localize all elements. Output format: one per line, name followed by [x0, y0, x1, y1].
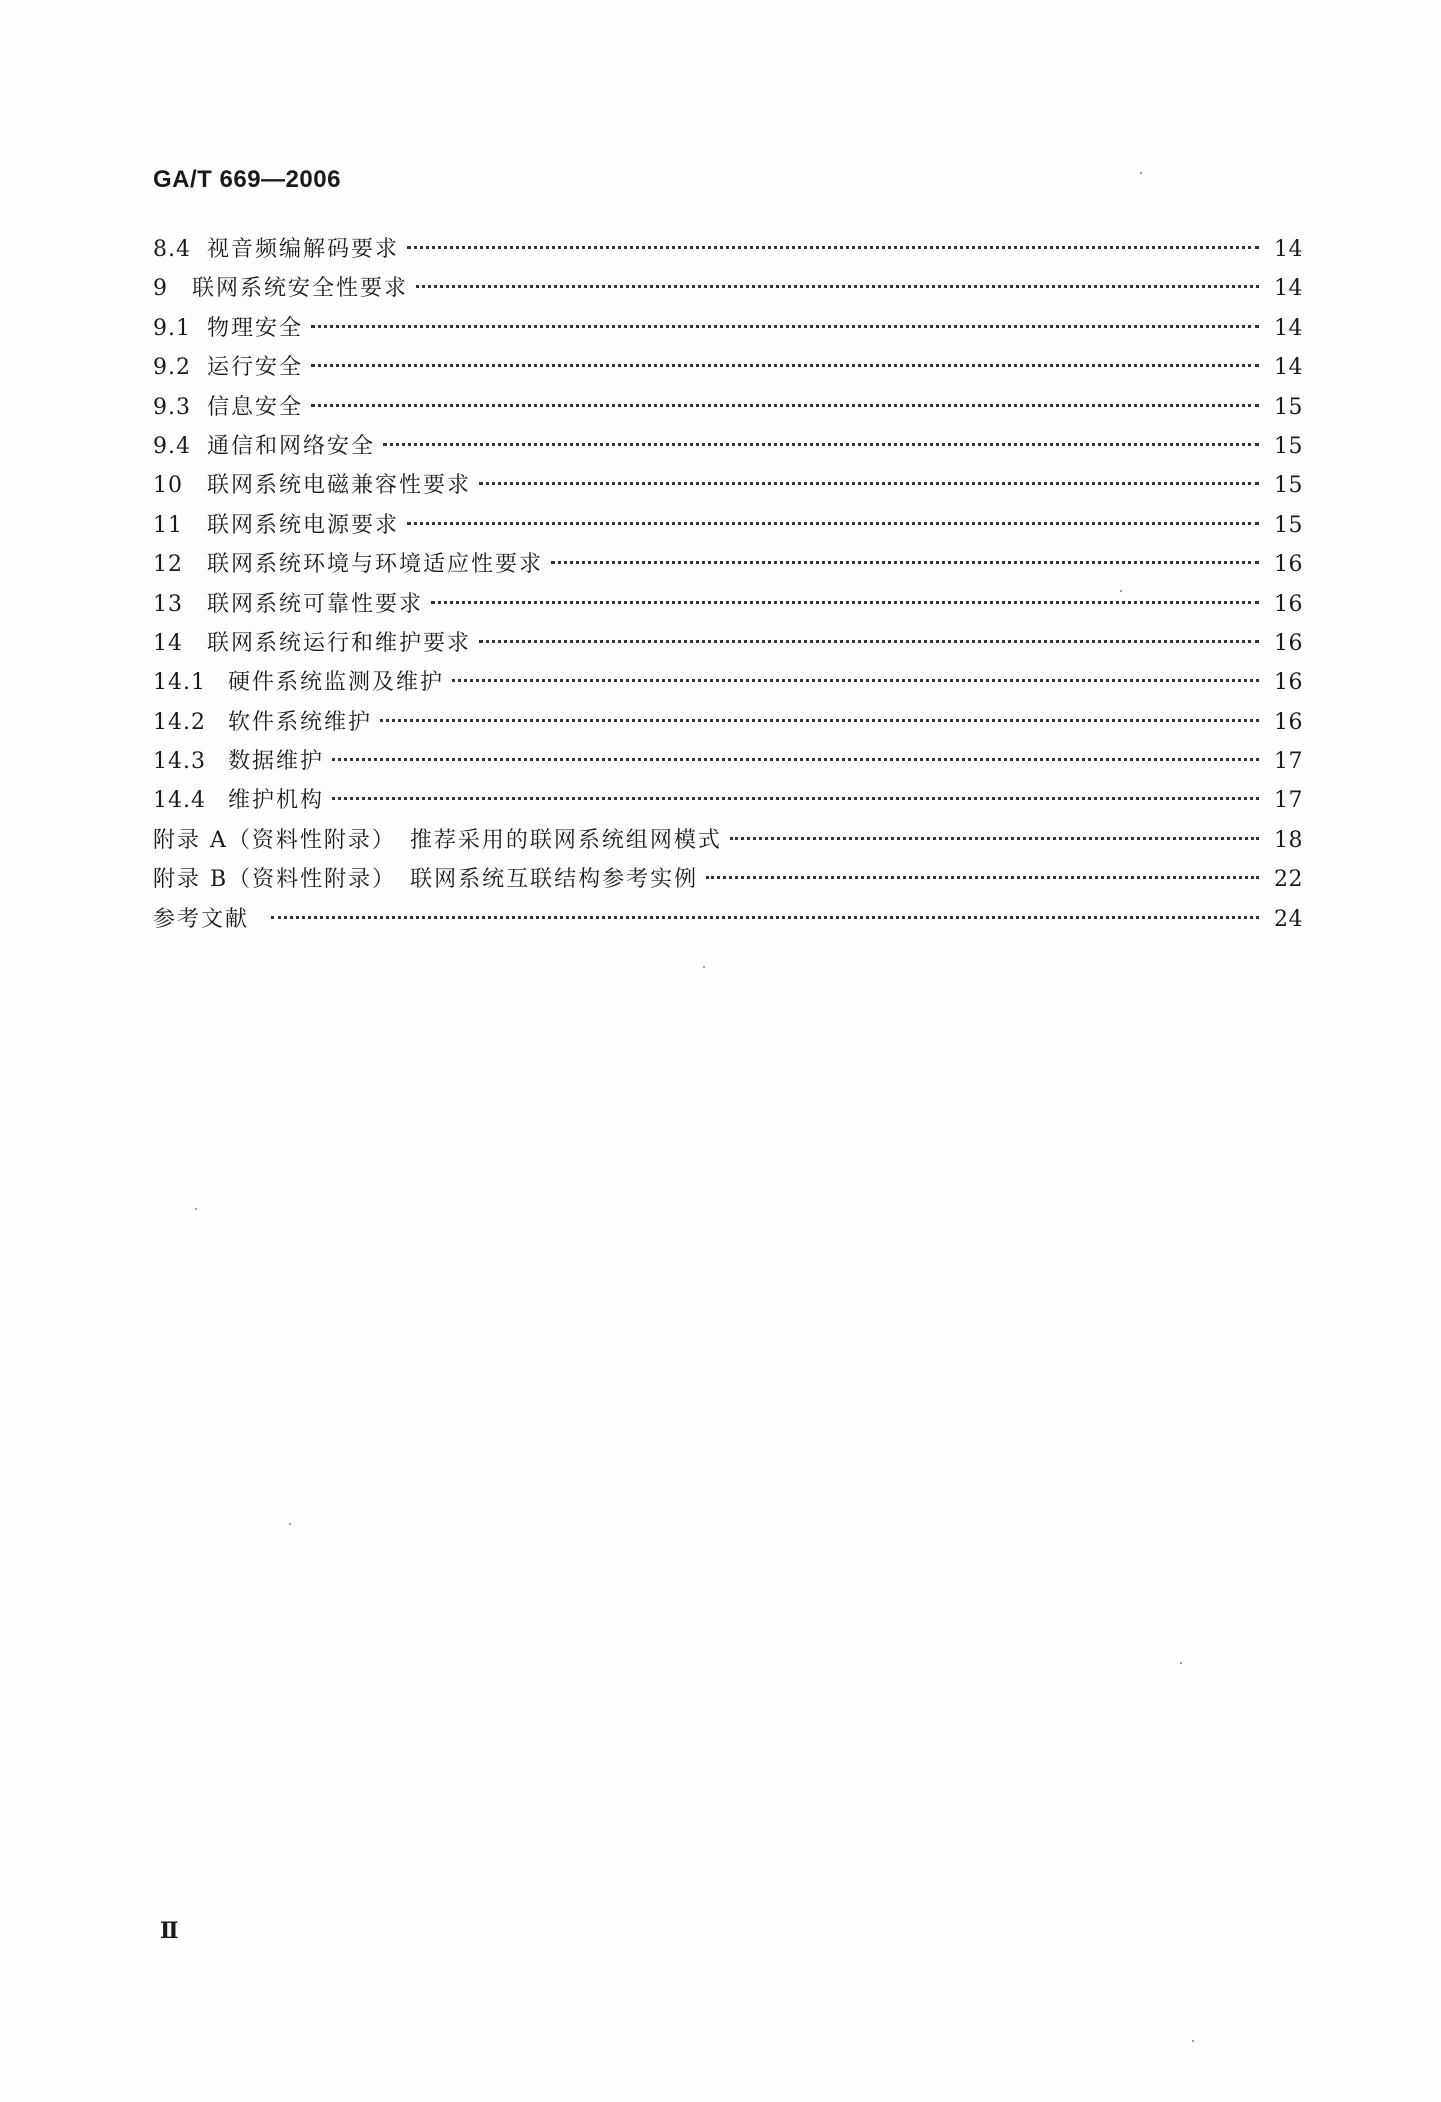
toc-entry-number: 14.4 — [153, 788, 206, 814]
scan-speck — [1120, 590, 1122, 592]
toc-entry-title: 推荐采用的联网系统组网模式 — [409, 827, 722, 853]
toc-entry-title: 联网系统电磁兼容性要求 — [207, 473, 472, 499]
toc-leader-dots — [311, 364, 1259, 367]
toc-entry[interactable] — [153, 506, 1303, 545]
toc-entry-number: 附录 B（资料性附录） — [153, 867, 397, 893]
toc-entry[interactable] — [153, 703, 1303, 742]
toc-entry-page: 15 — [1274, 433, 1303, 459]
toc-entry[interactable] — [153, 821, 1303, 860]
toc-entry-title: 联网系统安全性要求 — [192, 276, 409, 302]
toc-entry-page: 16 — [1274, 591, 1303, 617]
toc-entry-title: 软件系统维护 — [227, 709, 372, 735]
toc-entry-number: 12 — [153, 552, 183, 578]
toc-leader-dots — [452, 679, 1259, 682]
toc-leader-dots — [479, 482, 1259, 485]
toc-entry[interactable] — [153, 427, 1303, 466]
toc-entry-page: 16 — [1274, 709, 1303, 735]
toc-leader-dots — [271, 916, 1259, 919]
toc-entry-page: 24 — [1274, 906, 1303, 932]
toc-entry-number: 附录 A（资料性附录） — [153, 827, 396, 853]
toc-leader-dots — [332, 758, 1259, 761]
toc-entry-page: 15 — [1274, 473, 1303, 499]
toc-entry[interactable] — [153, 900, 1303, 939]
toc-entry-page: 14 — [1274, 315, 1303, 341]
toc-leader-dots — [479, 640, 1259, 643]
toc-entry-page: 16 — [1274, 630, 1303, 656]
toc-entry-title: 联网系统可靠性要求 — [207, 591, 424, 617]
toc-entry-number: 14.2 — [153, 709, 206, 735]
document-code: GA/T 669—2006 — [153, 166, 341, 193]
toc-entry[interactable] — [153, 624, 1303, 663]
scan-speck — [703, 966, 705, 968]
toc-leader-dots — [730, 837, 1259, 840]
toc-entry-page: 17 — [1274, 749, 1303, 775]
toc-entry-number: 9.3 — [153, 394, 191, 420]
toc-entry-page: 14 — [1274, 355, 1303, 381]
toc-entry-title: 信息安全 — [207, 394, 304, 420]
toc-leader-dots — [383, 443, 1259, 446]
toc-entry-page: 22 — [1274, 867, 1303, 893]
toc-entry[interactable] — [153, 466, 1303, 505]
toc-entry-title: 联网系统电源要求 — [207, 512, 400, 538]
toc-entry[interactable] — [153, 388, 1303, 427]
scan-speck — [1140, 172, 1142, 174]
toc-leader-dots — [407, 522, 1259, 525]
toc-entry-page: 16 — [1274, 552, 1303, 578]
toc-entry-number: 11 — [153, 512, 183, 538]
toc-entry-title: 硬件系统监测及维护 — [227, 670, 444, 696]
toc-leader-dots — [551, 561, 1259, 564]
toc-entry-page: 14 — [1274, 276, 1303, 302]
toc-entry[interactable] — [153, 309, 1303, 348]
toc-leader-dots — [380, 719, 1259, 722]
toc-entry[interactable] — [153, 742, 1303, 781]
toc-entry-title: 联网系统运行和维护要求 — [207, 630, 472, 656]
toc-leader-dots — [706, 876, 1259, 879]
toc-entry-number: 9 — [153, 276, 168, 302]
toc-entry-title: 数据维护 — [227, 749, 324, 775]
toc-entry[interactable] — [153, 269, 1303, 308]
scan-speck — [1192, 2040, 1194, 2042]
toc-entry-number: 14.3 — [153, 749, 206, 775]
toc-entry-page: 18 — [1274, 827, 1303, 853]
toc-entry-title: 联网系统环境与环境适应性要求 — [207, 552, 544, 578]
toc-entry-title: 通信和网络安全 — [207, 433, 376, 459]
toc-entry[interactable] — [153, 585, 1303, 624]
toc-entry[interactable] — [153, 230, 1303, 269]
toc-entry-number: 参考文献 — [153, 906, 250, 932]
toc-entry-number: 14.1 — [153, 670, 206, 696]
toc-entry[interactable] — [153, 860, 1303, 899]
toc-entry-title: 物理安全 — [207, 315, 304, 341]
toc-leader-dots — [311, 325, 1259, 328]
table-of-contents — [153, 230, 1303, 939]
toc-entry-number: 14 — [153, 630, 183, 656]
toc-entry-number: 10 — [153, 473, 183, 499]
toc-entry-number: 9.2 — [153, 355, 191, 381]
toc-leader-dots — [431, 601, 1259, 604]
toc-entry-number: 9.1 — [153, 315, 191, 341]
toc-entry-number: 9.4 — [153, 433, 191, 459]
toc-entry[interactable] — [153, 663, 1303, 702]
toc-entry-title: 视音频编解码要求 — [207, 237, 400, 262]
toc-entry-page: 15 — [1274, 512, 1303, 538]
toc-entry-page: 15 — [1274, 394, 1303, 420]
toc-leader-dots — [407, 246, 1259, 249]
toc-entry[interactable] — [153, 545, 1303, 584]
toc-leader-dots — [416, 285, 1259, 288]
page-folio: Ⅱ — [160, 1918, 177, 1944]
toc-entry[interactable] — [153, 781, 1303, 820]
scan-speck — [289, 1523, 291, 1525]
toc-entry-title: 维护机构 — [227, 788, 324, 814]
toc-leader-dots — [311, 404, 1259, 407]
scan-speck — [195, 1208, 197, 1210]
toc-entry[interactable] — [153, 348, 1303, 387]
toc-entry-number: 8.4 — [153, 237, 191, 262]
toc-entry-number: 13 — [153, 591, 183, 617]
toc-leader-dots — [332, 797, 1259, 800]
toc-entry-title: 运行安全 — [207, 355, 304, 381]
toc-entry-page: 16 — [1274, 670, 1303, 696]
toc-entry-title: 联网系统互联结构参考实例 — [410, 867, 699, 893]
toc-entry-page: 14 — [1274, 237, 1303, 262]
scan-speck — [1180, 1662, 1182, 1664]
toc-entry-page: 17 — [1274, 788, 1303, 814]
